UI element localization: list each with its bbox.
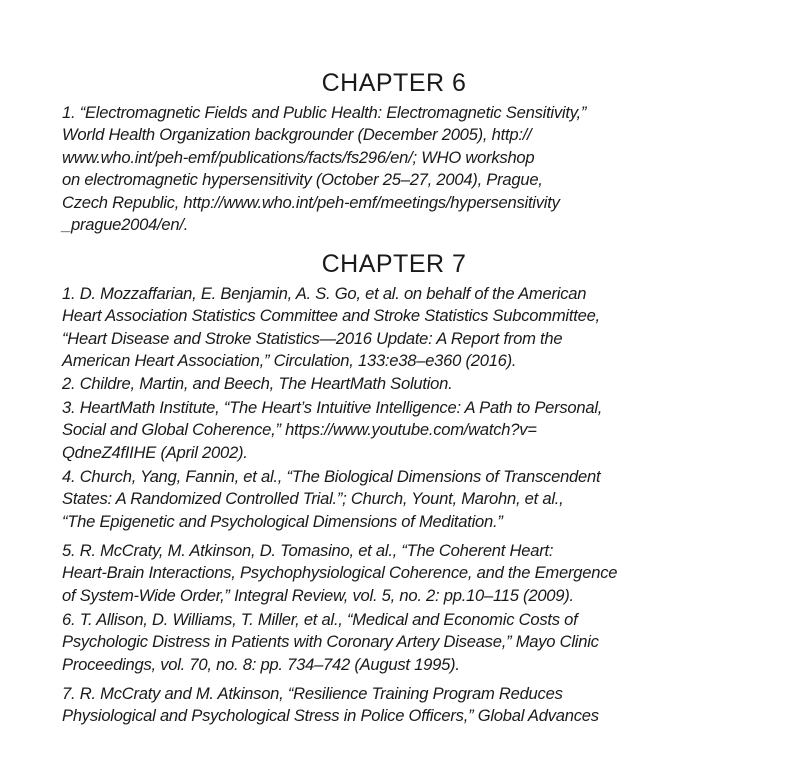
- note-line: Proceedings, vol. 70, no. 8: pp. 734–742 (August 1995).: [62, 654, 460, 674]
- chapter-7-note-5: [62, 540, 668, 607]
- note-line: Psychologic Distress in Patients with Coronary Artery Disease,” Mayo Clinic: [62, 632, 599, 652]
- note-line: Heart Association Statistics Committee and Stroke Statistics Subcommittee,: [62, 306, 600, 326]
- chapter-7-note-6: [62, 609, 668, 676]
- note-line: States: A Randomized Controlled Trial.”; Church, Yount, Marohn, et al.,: [62, 489, 564, 509]
- note-line: 3. HeartMath Institute, “The Heart’s Intuitive Intelligence: A Path to Personal,: [62, 398, 603, 417]
- note-line: American Heart Association,” Circulation, 133:e38–e360 (2016).: [62, 351, 517, 371]
- note-line: “Heart Disease and Stroke Statistics—2016 Update: A Report from the: [62, 328, 563, 348]
- note-line: on electromagnetic hypersensitivity (October 25–27, 2004), Prague,: [62, 170, 543, 190]
- note-line: Social and Global Coherence,” https://www.youtube.com/watch?v=: [62, 420, 537, 440]
- note-line: 2. Childre, Martin, and Beech, The HeartMath Solution.: [62, 374, 453, 393]
- chapter-7-note-2: [62, 373, 668, 395]
- note-line: QdneZ4fIIHE (April 2002).: [62, 442, 248, 462]
- note-line: 7. R. McCraty and M. Atkinson, “Resilience Training Program Reduces: [62, 684, 563, 703]
- note-line: 1. “Electromagnetic Fields and Public Health: Electromagnetic Sensitivity,”: [62, 103, 587, 122]
- chapter-7-heading: CHAPTER 7: [321, 250, 467, 278]
- note-line: Heart-Brain Interactions, Psychophysiological Coherence, and the Emergence: [62, 563, 618, 583]
- note-line: _prague2004/en/.: [62, 215, 189, 235]
- chapter-6-note-1: [62, 102, 668, 236]
- note-line: 4. Church, Yang, Fannin, et al., “The Biological Dimensions of Transcendent: [62, 467, 601, 486]
- note-line: of System-Wide Order,” Integral Review, vol. 5, no. 2: pp.10–115 (2009).: [62, 585, 574, 605]
- note-line: 1. D. Mozzaffarian, E. Benjamin, A. S. Go, et al. on behalf of the American: [62, 284, 587, 303]
- note-line: 6. T. Allison, D. Williams, T. Miller, et al., “Medical and Economic Costs of: [62, 610, 578, 629]
- note-line: “The Epigenetic and Psychological Dimensions of Meditation.”: [62, 511, 503, 531]
- chapter-7-note-3: [62, 397, 668, 464]
- note-line: www.who.int/peh-emf/publications/facts/fs296/en/; WHO workshop: [62, 147, 535, 167]
- note-line: 5. R. McCraty, M. Atkinson, D. Tomasino, et al., “The Coherent Heart:: [62, 541, 554, 560]
- chapter-6-heading: CHAPTER 6: [321, 69, 467, 97]
- chapter-7-note-4: [62, 466, 668, 533]
- chapter-7-note-7: [62, 683, 668, 728]
- note-line: Czech Republic, http://www.who.int/peh-emf/meetings/hypersensitivity: [62, 192, 560, 212]
- note-line: World Health Organization backgrounder (December 2005), http://: [62, 125, 532, 145]
- chapter-7-note-1: [62, 283, 668, 373]
- note-line: Physiological and Psychological Stress in Police Officers,” Global Advances: [62, 706, 599, 726]
